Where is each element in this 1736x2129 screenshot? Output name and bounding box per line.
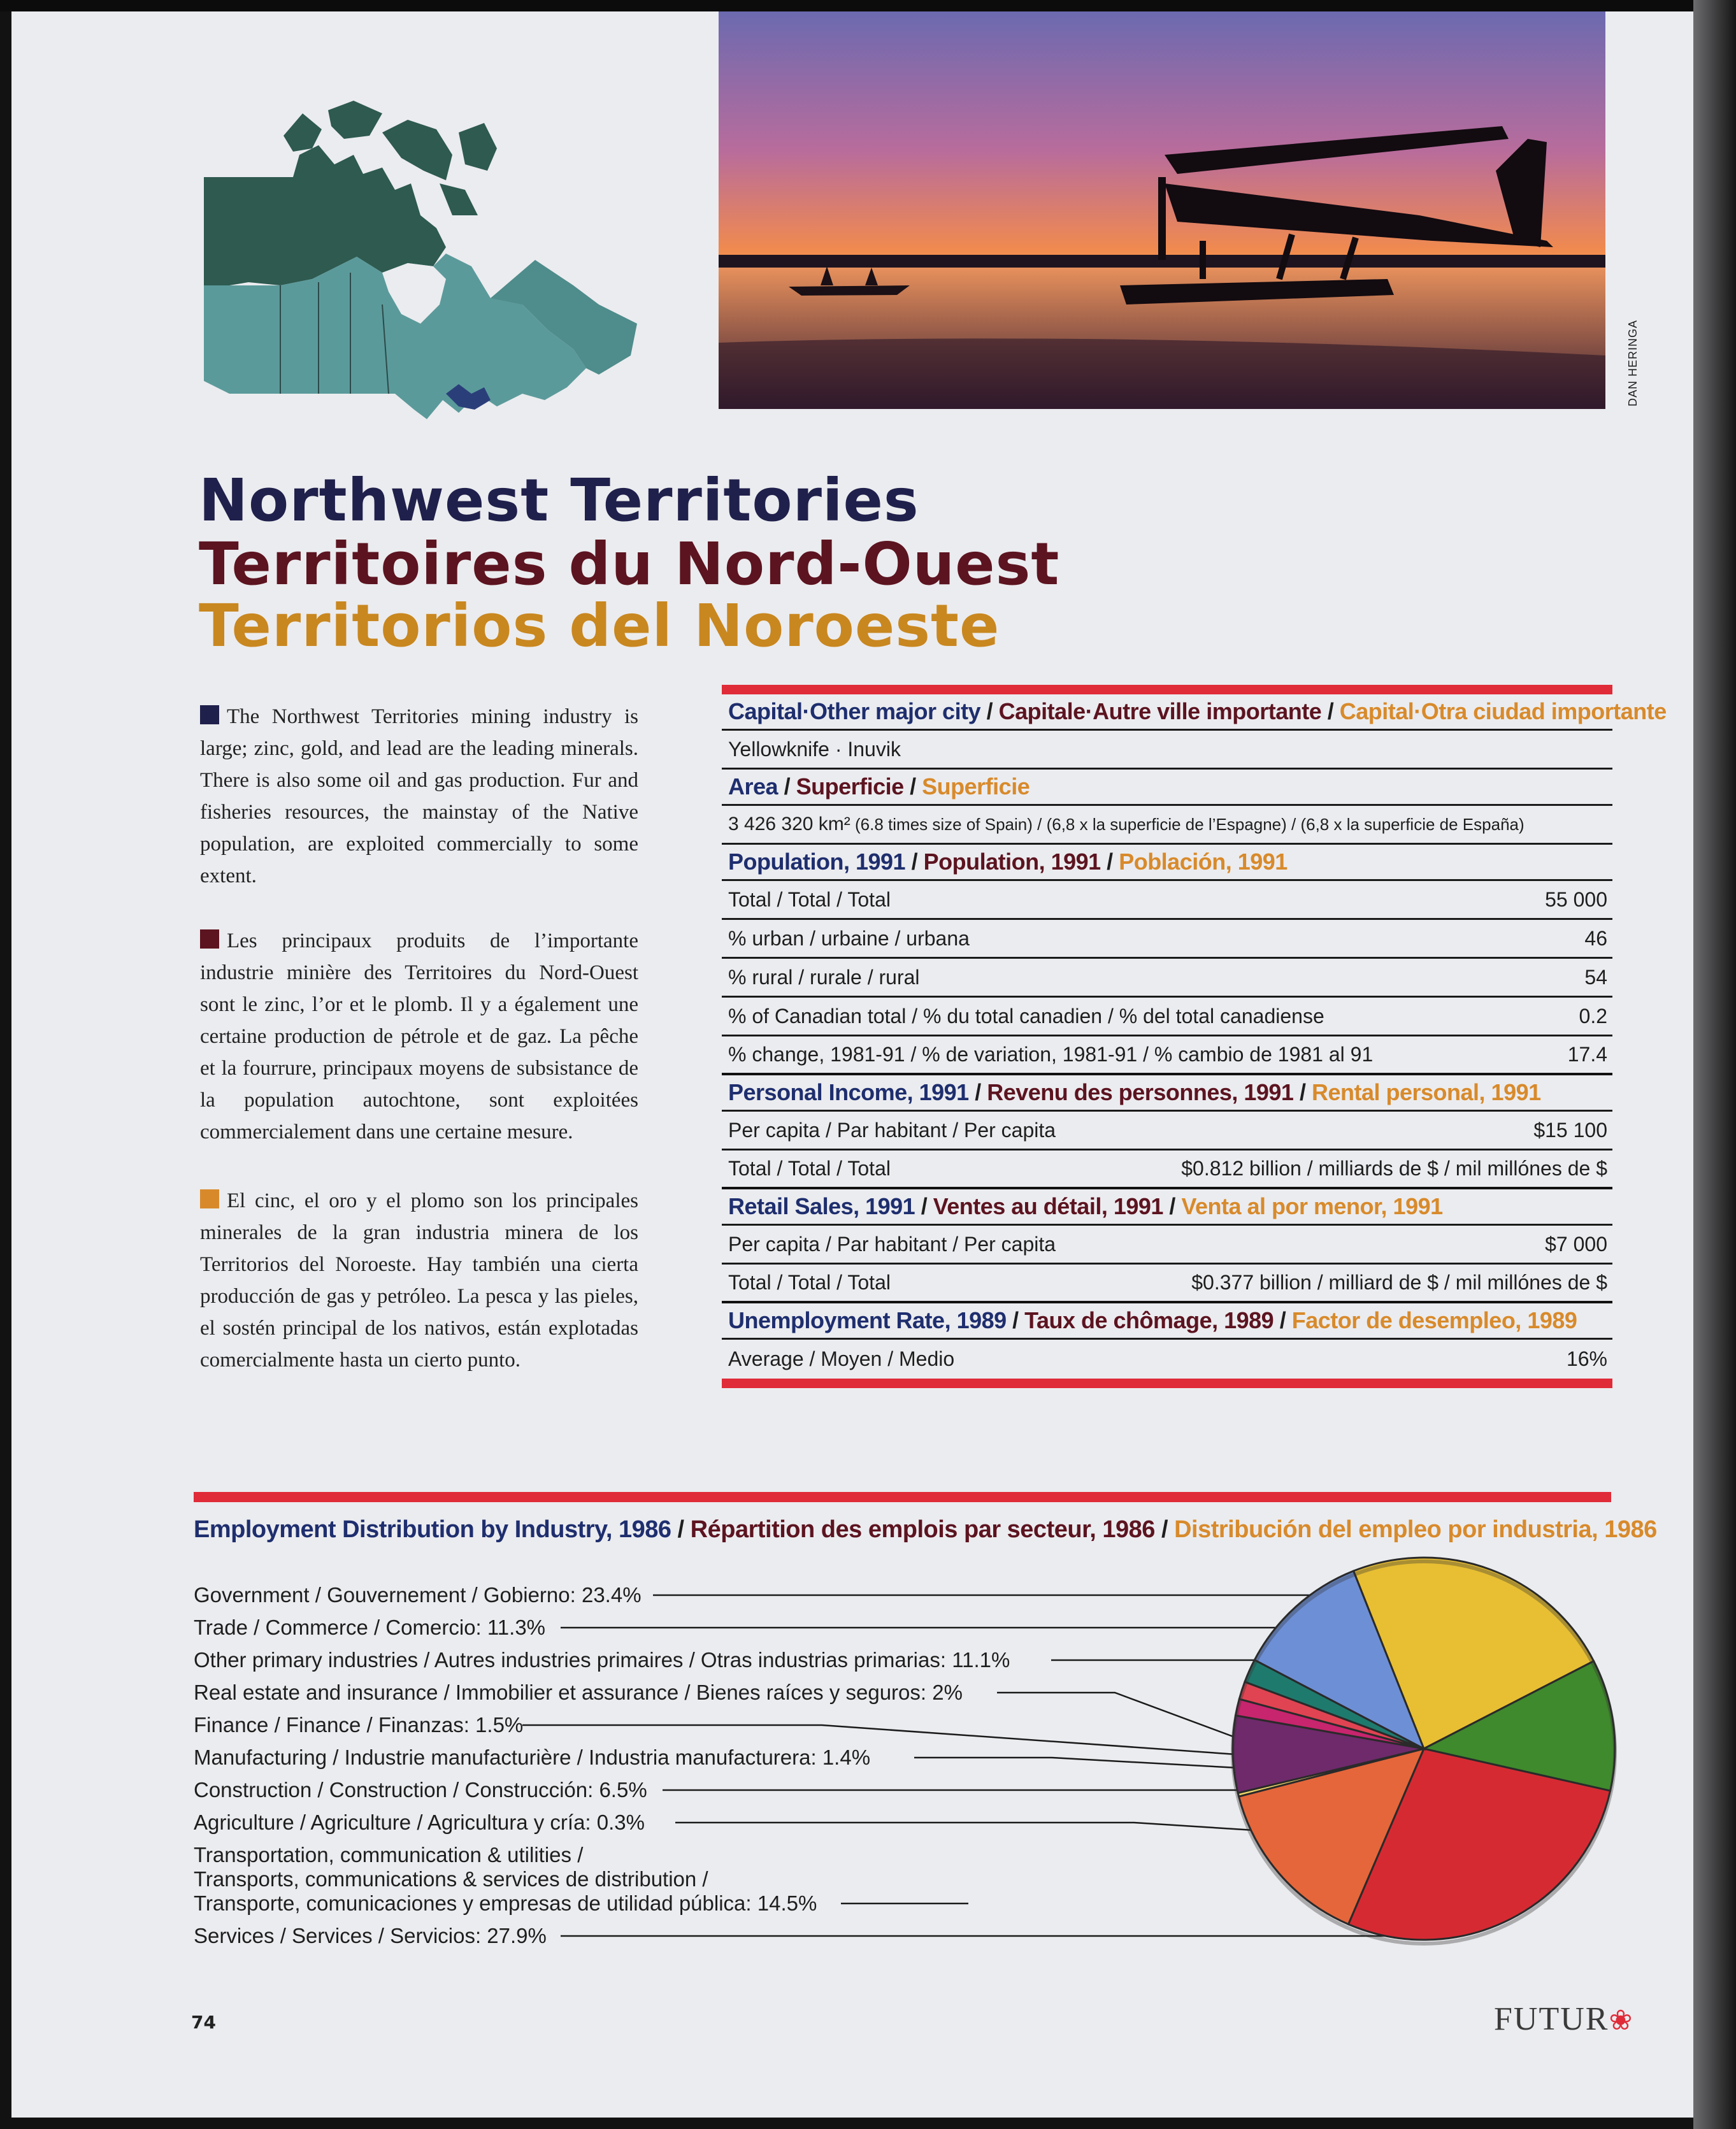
- canoe: [789, 285, 910, 296]
- pie-label-construction: Construction / Construction / Construcción: 6.5%: [194, 1778, 647, 1802]
- income-row: Total / Total / Total $0.812 billion / milliards de $ / mil millónes de $: [722, 1151, 1612, 1189]
- pie-label-agriculture: Agriculture / Agriculture / Agricultura y cría: 0.3%: [194, 1810, 645, 1834]
- red-rule: [194, 1492, 1611, 1502]
- income-header: Personal Income, 1991 / Revenu des personnes, 1991 / Rental personal, 1991: [722, 1075, 1612, 1112]
- pie-label-trade: Trade / Commerce / Comercio: 11.3%: [194, 1616, 546, 1639]
- bullet-square-icon: [200, 705, 219, 724]
- red-rule: [722, 1379, 1612, 1388]
- pie-label-real-estate: Real estate and insurance / Immobilier et assurance / Bienes raíces y seguros: 2%: [194, 1681, 963, 1704]
- canada-map: [191, 94, 656, 451]
- bullet-square-icon: [200, 929, 219, 949]
- title-english: Northwest Territories: [199, 466, 919, 534]
- pie-label-government: Government / Gouvernement / Gobierno: 23.4%: [194, 1583, 642, 1607]
- red-rule: [722, 685, 1612, 694]
- capital-header: Capital·Other major city / Capitale·Autre ville importante / Capital·Otra ciudad importante: [722, 694, 1612, 731]
- pie-label-services: Services / Services / Servicios: 27.9%: [194, 1924, 547, 1947]
- paragraph-french: Les principaux produits de l’importante industrie minière des Territoires du Nord-Ouest sont le zinc, l’or et le plomb. Il y a également une certaine production de pétrole et de gaz. La pêche et la fourrure, principaux moyens de subsistance de la population autochtone, sont exploitées commercialement dans une certaine mesure.: [200, 929, 638, 1143]
- maple-leaf-icon: ❀: [1609, 2005, 1634, 2036]
- pie-label-transportation-line3: Transporte, comunicaciones y empresas de utilidad pública: 14.5%: [194, 1891, 817, 1915]
- title-spanish: Territorios del Noroeste: [199, 592, 1000, 660]
- employment-header: Employment Distribution by Industry, 1986 / Répartition des emplois par secteur, 1986 / Distribución del empleo por industria, 1986: [194, 1516, 1657, 1543]
- population-row: % urban / urbaine / urbana 46: [722, 920, 1612, 959]
- pie-label-manufacturing: Manufacturing / Industrie manufacturière / Industria manufacturera: 1.4%: [194, 1745, 871, 1769]
- pie-label-other-primary: Other primary industries / Autres industries primaires / Otras industrias primarias: 11.1%: [194, 1648, 1010, 1672]
- unemployment-row: Average / Moyen / Medio 16%: [728, 1347, 1607, 1370]
- page-binding-shadow: [1693, 0, 1736, 2129]
- population-header: Population, 1991 / Population, 1991 / Población, 1991: [722, 845, 1612, 881]
- facts-table: [722, 685, 1667, 1388]
- population-row: % of Canadian total / % du total canadien / % del total canadiense 0.2: [722, 998, 1612, 1036]
- photo-credit: DAN HERINGA: [1626, 319, 1639, 406]
- population-row: Total / Total / Total 55 000: [722, 881, 1612, 920]
- paragraph-spanish: El cinc, el oro y el plomo son los principales minerales de la gran industria minera de los Territorios del Noroeste. Hay también una cierta producción de gas y petróleo. La pesca y las pieles, el sostén principal de los nativos, están explotadas comercialmente hasta un cierto punto.: [200, 1189, 638, 1372]
- page-top-edge: [0, 0, 1736, 11]
- pie-label-finance: Finance / Finance / Finanzas: 1.5%: [194, 1713, 524, 1737]
- title-french: Territoires du Nord-Ouest: [199, 530, 1060, 598]
- area-value: 3 426 320 km² (6.8 times size of Spain) / (6,8 x la superficie de l’Espagne) / (6,8 x la superficie de España): [722, 806, 1612, 845]
- retail-row: Per capita / Par habitant / Per capita $7 000: [722, 1226, 1612, 1265]
- retail-header: Retail Sales, 1991 / Ventes au détail, 1991 / Venta al por menor, 1991: [722, 1189, 1612, 1226]
- pie-label-transportation-line2: Transports, communications & services de distribution /: [194, 1867, 708, 1891]
- employment-section: [194, 1492, 1657, 1544]
- population-row: % change, 1981-91 / % de variation, 1981-91 / % cambio de 1981 al 91 17.4: [722, 1036, 1612, 1075]
- area-header: Area / Superficie / Superficie: [722, 770, 1612, 806]
- population-row: % rural / rurale / rural 54: [722, 959, 1612, 998]
- paragraph-english: The Northwest Territories mining industry is large; zinc, gold, and lead are the leading minerals. There is also some oil and gas production. Fur and fisheries resources, the mainstay of the Native population, are exploited commercially to some extent.: [200, 705, 638, 887]
- pie-label-transportation-line1: Transportation, communication & utilities /: [194, 1843, 584, 1867]
- retail-row: Total / Total / Total $0.377 billion / milliard de $ / mil millónes de $: [722, 1265, 1612, 1303]
- bullet-square-icon: [200, 1189, 219, 1208]
- futur-logo: FUTUR❀: [1494, 2001, 1634, 2037]
- floatplane-sunset-photo: [719, 11, 1605, 409]
- income-row: Per capita / Par habitant / Per capita $15 100: [722, 1112, 1612, 1151]
- unemployment-header: Unemployment Rate, 1989 / Taux de chômage, 1989 / Factor de desempleo, 1989: [722, 1303, 1612, 1340]
- page-number: 74: [191, 2012, 216, 2033]
- capital-value: Yellowknife · Inuvik: [722, 731, 1612, 770]
